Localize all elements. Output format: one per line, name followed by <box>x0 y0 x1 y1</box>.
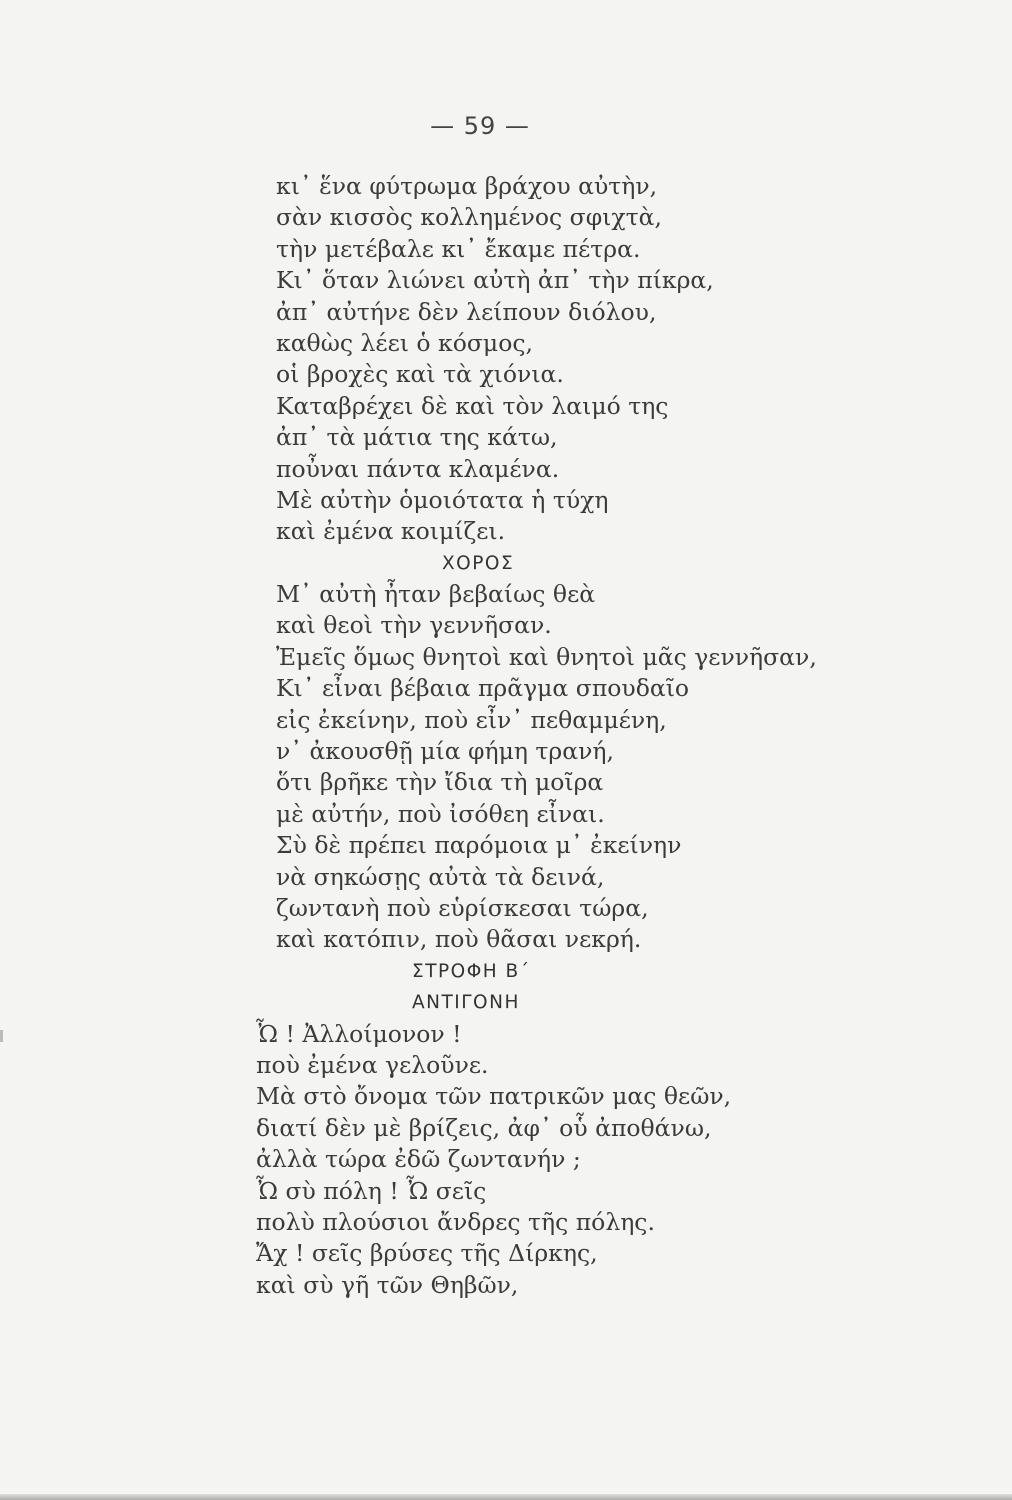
verse-line: νὰ σηκώσῃς αὐτὰ τὰ δεινά, <box>276 862 605 891</box>
verse-line: σὰν κισσὸς κολλημένος σφιχτὰ, <box>276 203 662 232</box>
verse-line: Μ᾿ αὐτὴ ἦταν βεβαίως θεὰ <box>276 580 596 609</box>
verse-line: Σὺ δὲ πρέπει παρόμοια μ᾿ ἐκείνην <box>276 831 682 860</box>
verse-line: μὲ αὐτήν, ποὺ ἰσόθεη εἶναι. <box>276 799 605 828</box>
page-edge-mark <box>0 1030 3 1042</box>
speaker-heading-antigone: ΑΝΤΙΓΟΝΗ <box>412 992 520 1014</box>
verse-line: καὶ θεοὶ τὴν γεννῆσαν. <box>276 611 552 640</box>
verse-line: Κι᾿ εἶναι βέβαια πρᾶγμα σπουδαῖο <box>276 674 690 703</box>
verse-line: Ἄχ ! σεῖς βρύσες τῆς Δίρκης, <box>256 1239 598 1268</box>
verse-text <box>0 171 1012 1301</box>
verse-line: ἀπ᾿ τὰ μάτια της κάτω, <box>276 423 558 452</box>
verse-line: Μὰ στὸ ὄνομα τῶν πατρικῶν μας θεῶν, <box>256 1082 732 1111</box>
verse-line: Ἐμεῖς ὅμως θνητοὶ καὶ θνητοὶ μᾶς γεννῆσαν, <box>276 642 817 671</box>
section-heading-strophe: ΣΤΡΟΦΗ Β΄ <box>412 960 531 982</box>
verse-line: διατί δὲν μὲ βρίζεις, ἀφ᾿ οὗ ἀποθάνω, <box>256 1113 712 1142</box>
verse-line: ποὺ ἐμένα γελοῦνε. <box>256 1050 489 1079</box>
verse-line: πολὺ πλούσιοι ἄνδρες τῆς πόλης. <box>256 1207 655 1236</box>
verse-line: καθὼς λέει ὁ κόσμος, <box>276 328 533 357</box>
verse-line: εἰς ἐκείνην, ποὺ εἶν᾿ πεθαμμένη, <box>276 705 667 734</box>
verse-line: καὶ σὺ γῆ τῶν Θηβῶν, <box>256 1270 519 1299</box>
speaker-heading-chorus: ΧΟΡΟΣ <box>442 552 515 574</box>
verse-line: ὅτι βρῆκε τὴν ἴδια τὴ μοῖρα <box>276 768 604 797</box>
verse-line: ἀλλὰ τώρα ἐδῶ ζωντανήν ; <box>256 1145 581 1174</box>
verse-line: ν᾿ ἀκουσθῇ μία φήμη τρανή, <box>276 737 614 766</box>
verse-line: ζωντανὴ ποὺ εὑρίσκεσαι τώρα, <box>276 893 649 922</box>
page-bottom-edge <box>0 1494 1012 1500</box>
verse-line: Ὦ σὺ πόλη ! Ὦ σεῖς <box>256 1176 487 1205</box>
verse-line: καὶ ἐμένα κοιμίζει. <box>276 517 506 546</box>
verse-line: οἱ βροχὲς καὶ τὰ χιόνια. <box>276 360 564 389</box>
verse-line: κι᾿ ἕνα φύτρωμα βράχου αὐτὴν, <box>276 172 658 200</box>
verse-line: καὶ κατόπιν, ποὺ θᾶσαι νεκρή. <box>276 925 642 954</box>
verse-line: Κι᾿ ὅταν λιώνει αὐτὴ ἀπ᾿ τὴν πίκρα, <box>276 266 714 295</box>
verse-line: Μὲ αὐτὴν ὁμοιότατα ἡ τύχη <box>276 485 609 514</box>
verse-line: τὴν μετέβαλε κι᾿ ἔκαμε πέτρα. <box>276 234 641 263</box>
verse-line: ποὖναι πάντα κλαμένα. <box>276 454 560 483</box>
verse-line: ἀπ᾿ αὐτήνε δὲν λείπουν διόλου, <box>276 297 657 326</box>
page-number: — 59 — <box>430 112 530 140</box>
verse-line: Καταβρέχει δὲ καὶ τὸν λαιμό της <box>276 391 669 420</box>
verse-line: Ὦ ! Ἀλλοίμονον ! <box>256 1019 462 1048</box>
